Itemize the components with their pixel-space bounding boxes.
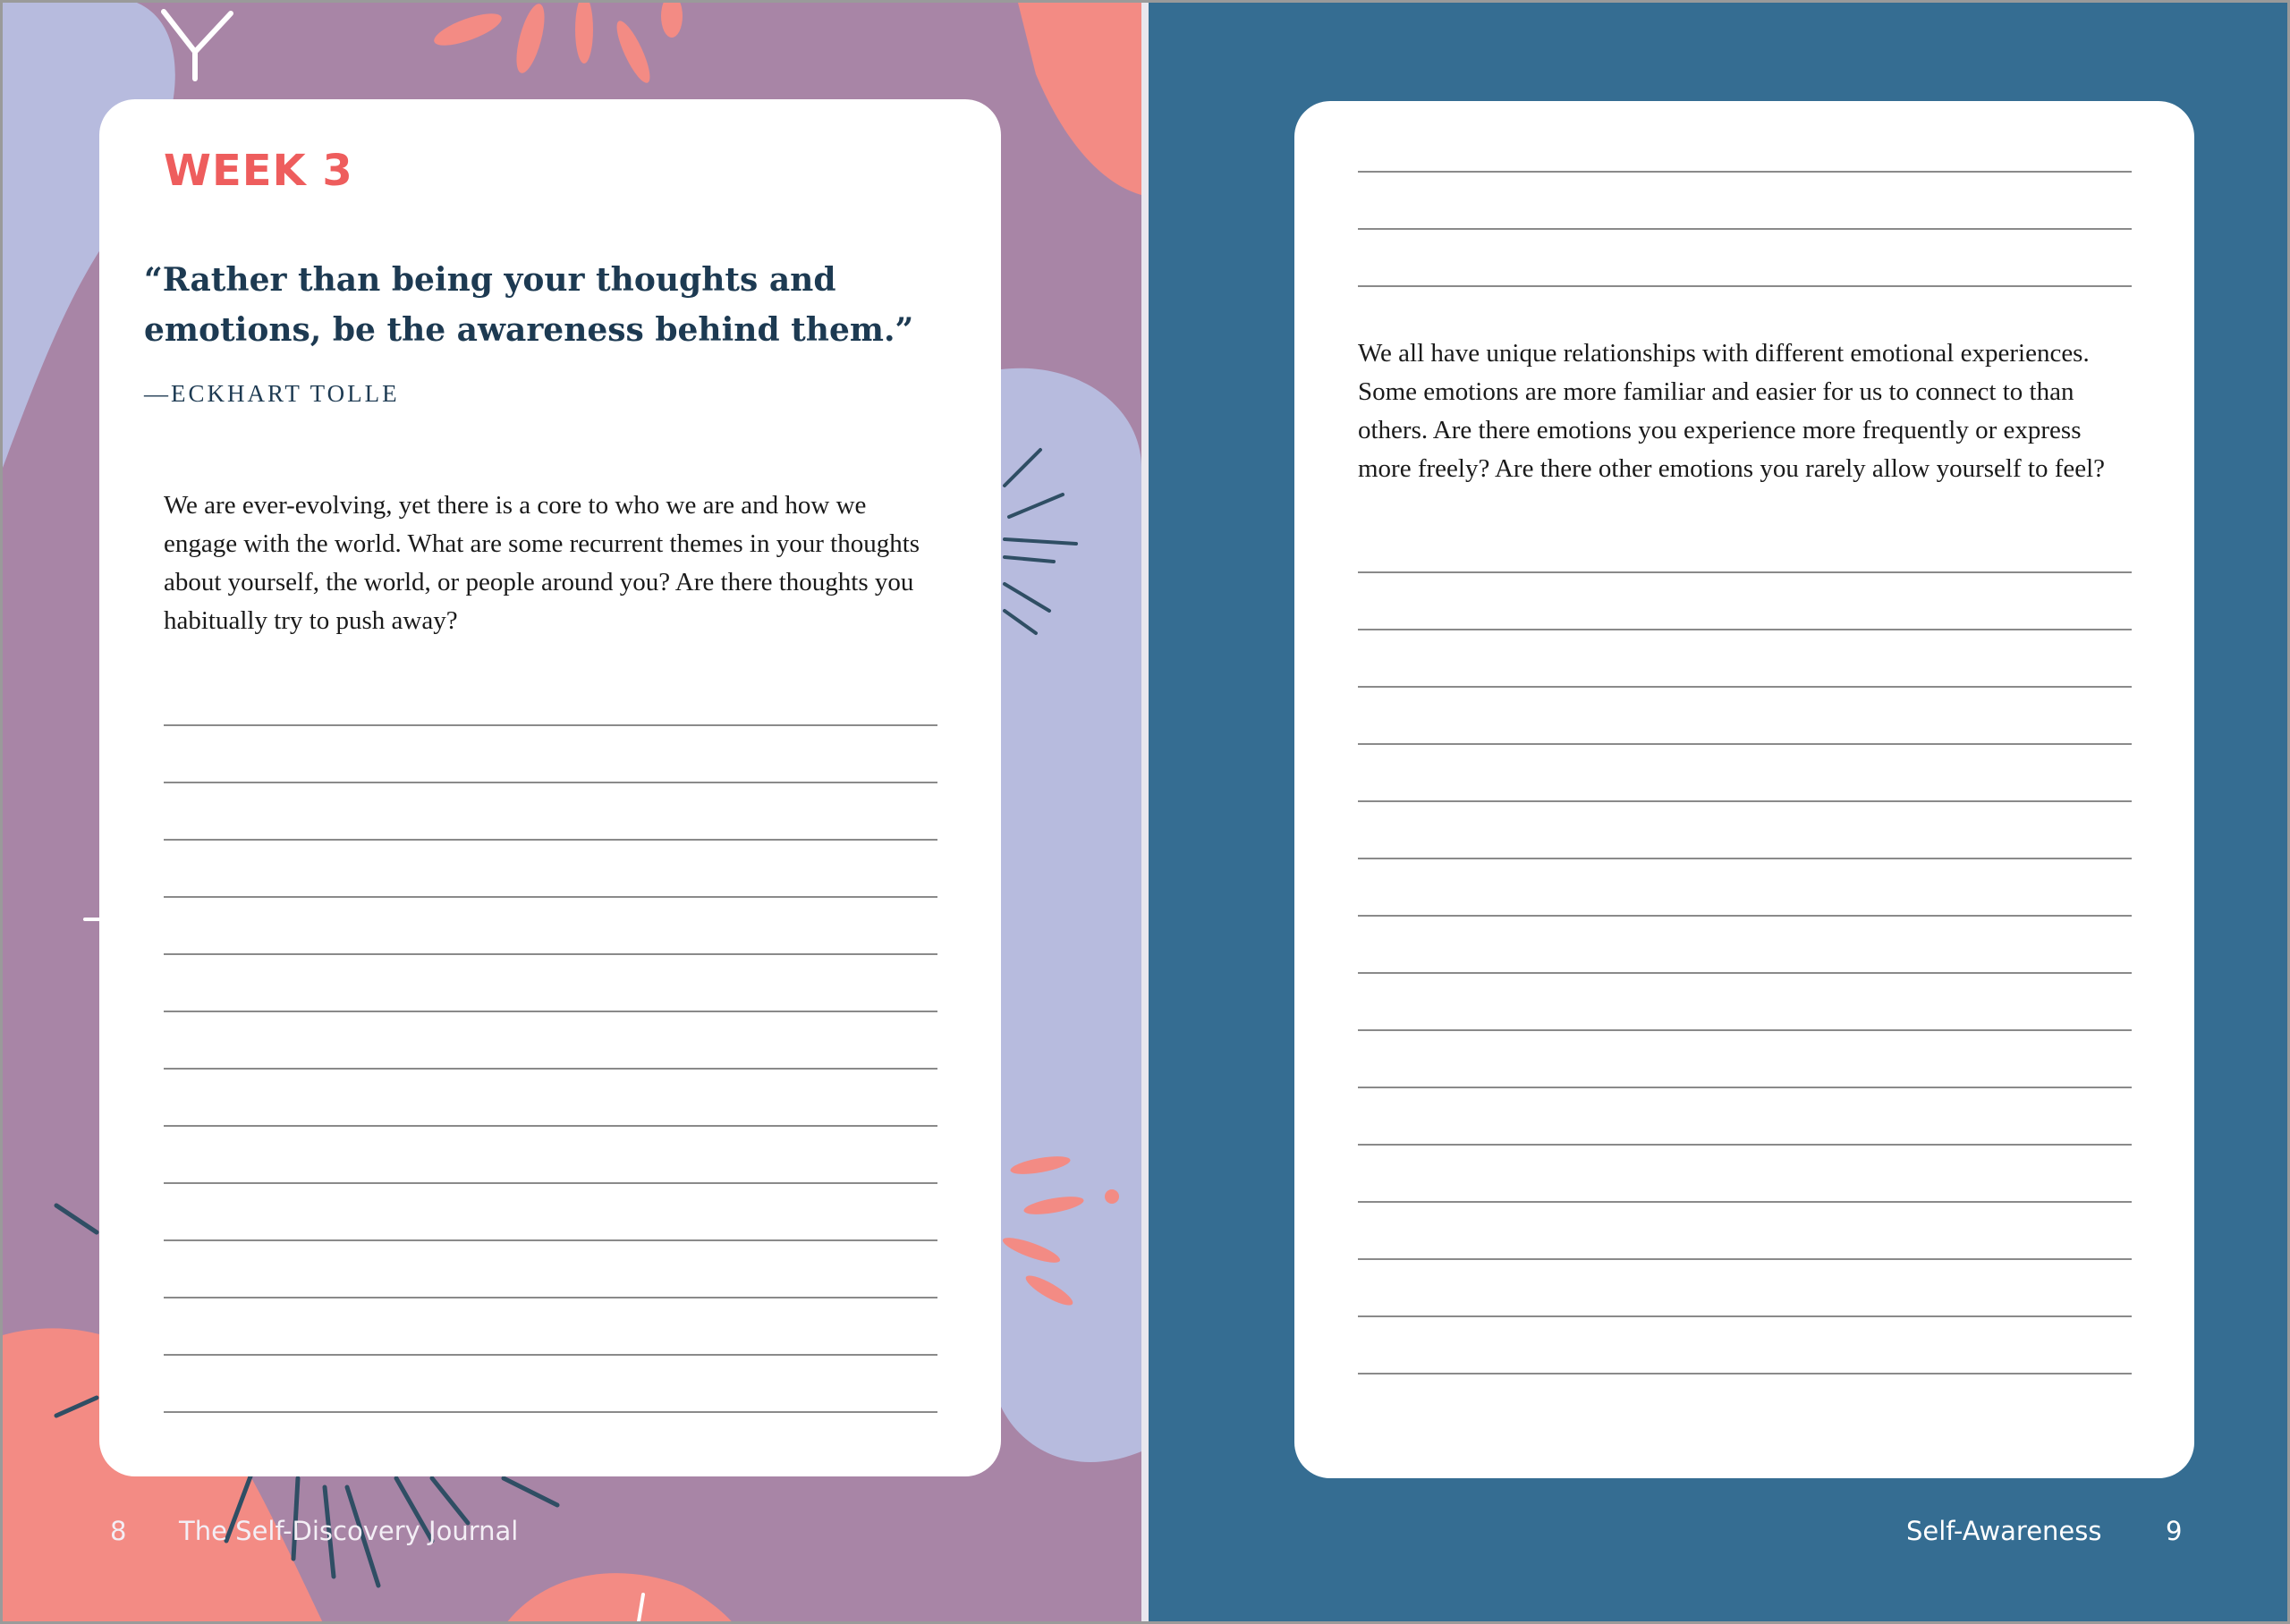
- writing-line: [1358, 228, 2132, 230]
- writing-line: [164, 1354, 937, 1356]
- page-gutter: [1141, 3, 1149, 1624]
- writing-line: [164, 896, 937, 898]
- writing-line: [1358, 1258, 2132, 1260]
- writing-line: [164, 724, 937, 726]
- writing-line: [164, 953, 937, 955]
- quote-text: “Rather than being your thoughts and emotions, be the awareness behind them.”: [144, 261, 914, 349]
- week-label: WEEK 3: [164, 146, 353, 196]
- writing-line: [164, 1068, 937, 1070]
- left-page: [3, 3, 1141, 1624]
- writing-line: [1358, 171, 2132, 173]
- writing-line: [1358, 1201, 2132, 1203]
- right-card: [1294, 101, 2194, 1478]
- journal-prompt-right: We all have unique relationships with different emotional experiences. Some emotions are more familiar and easier for us to connect to than others. Are there emotions you experience more frequently or express more freely? Are there other emotions you rarely allow yourself to feel?: [1358, 339, 2106, 483]
- writing-line: [1358, 972, 2132, 974]
- writing-line: [1358, 800, 2132, 802]
- writing-line: [1358, 1144, 2132, 1146]
- writing-line: [164, 1182, 937, 1184]
- writing-line: [164, 1125, 937, 1127]
- writing-line: [1358, 1029, 2132, 1031]
- dot-icon: [1105, 1189, 1119, 1204]
- writing-line: [164, 1411, 937, 1413]
- page-number-left: 8: [110, 1516, 127, 1546]
- writing-line: [164, 1011, 937, 1012]
- running-title-right: Self-Awareness: [1906, 1516, 2102, 1546]
- writing-line: [1358, 686, 2132, 688]
- writing-line: [1358, 858, 2132, 859]
- writing-line: [164, 839, 937, 841]
- writing-line: [164, 782, 937, 783]
- writing-line: [1358, 1315, 2132, 1317]
- writing-line: [1358, 629, 2132, 630]
- writing-line: [1358, 1373, 2132, 1374]
- page-number-right: 9: [2166, 1516, 2183, 1546]
- writing-line: [1358, 743, 2132, 745]
- writing-line: [1358, 915, 2132, 917]
- writing-line: [164, 1297, 937, 1298]
- writing-line: [1358, 571, 2132, 573]
- writing-line: [1358, 285, 2132, 287]
- quote-author: —ECKHART TOLLE: [144, 380, 400, 407]
- writing-line: [164, 1239, 937, 1241]
- running-title-left: The Self-Discovery Journal: [179, 1516, 519, 1546]
- writing-line: [1358, 1087, 2132, 1088]
- journal-prompt-left: We are ever-evolving, yet there is a core to who we are and how we engage with the world. What are some recurrent themes in your thoughts about yourself, the world, or people around you? Are there thoughts you habitually try to push away?: [164, 491, 920, 635]
